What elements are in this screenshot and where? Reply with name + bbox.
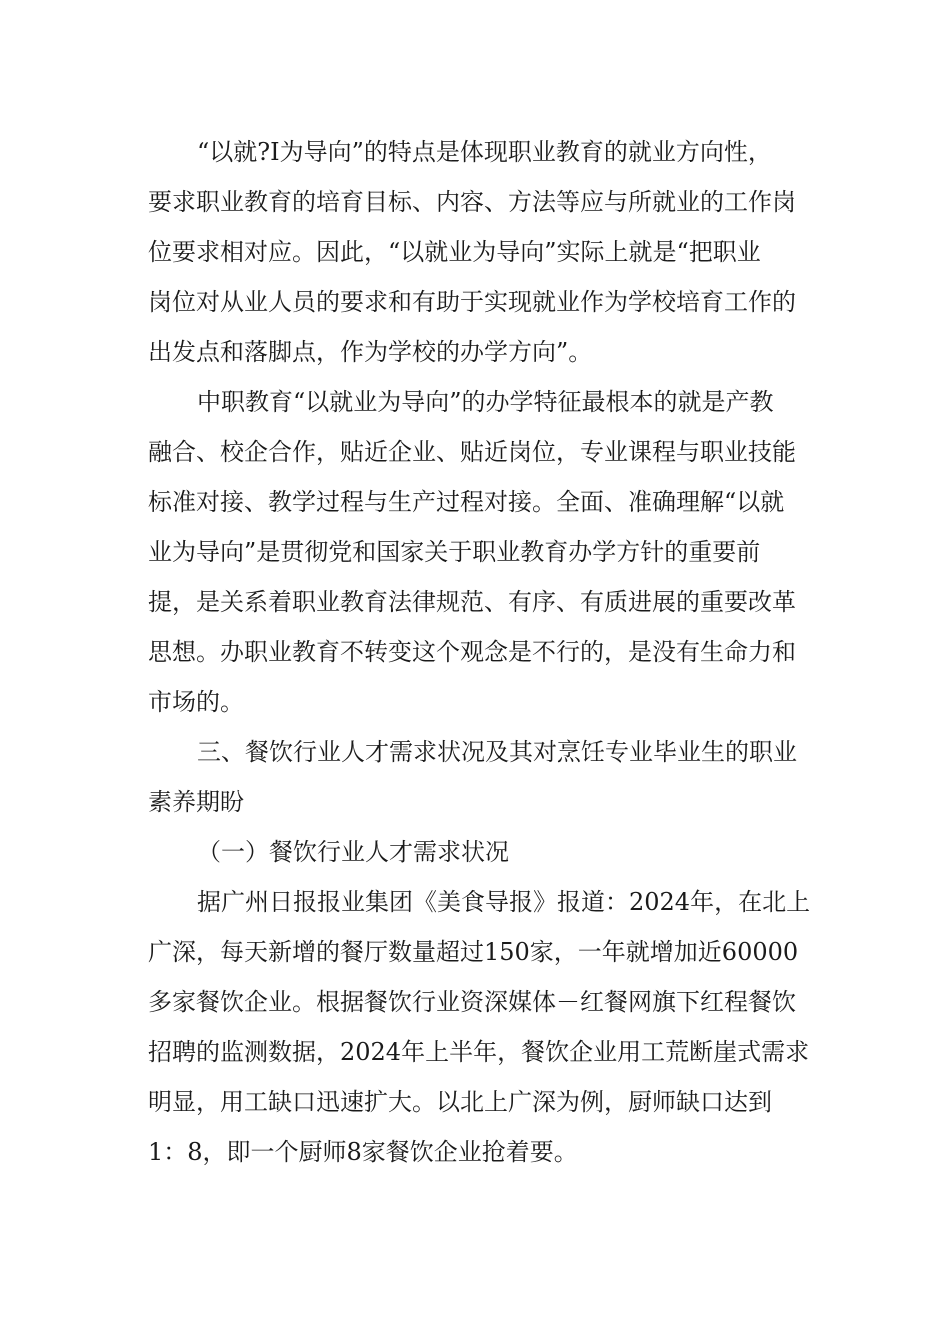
section-heading-line-1: 三、餐饮行业人才需求状况及其对烹饪专业毕业生的职业 [197,738,797,766]
paragraph-1-line-3: 位要求相对应。因此，“以就业为导向”实际上就是“把职业 [148,238,761,266]
paragraph-1-line-2: 要求职业教育的培育目标、内容、方法等应与所就业的工作岗 [148,188,796,216]
paragraph-3-line-2: 广深，每天新增的餐厅数量超过150家，一年就增加近60000 [148,938,799,966]
paragraph-2-line-4: 业为导向”是贯彻党和国家关于职业教育办学方针的重要前 [148,538,761,566]
section-heading-line-2: 素养期盼 [148,788,244,816]
paragraph-3-line-3: 多家餐饮企业。根据餐饮行业资深媒体－红餐网旗下红程餐饮 [148,988,796,1016]
paragraph-1-line-1: “以就?I为导向”的特点是体现职业教育的就业方向性， [197,138,772,166]
paragraph-3-line-5: 明显，用工缺口迅速扩大。以北上广深为例，厨师缺口达到 [148,1088,772,1116]
paragraph-2-line-1: 中职教育“以就业为导向”的办学特征最根本的就是产教 [197,388,774,416]
paragraph-2-line-3: 标准对接、教学过程与生产过程对接。全面、准确理解“以就 [148,488,785,516]
paragraph-2-line-7: 市场的。 [148,688,244,716]
paragraph-3-line-1: 据广州日报报业集团《美食导报》报道：2024年，在北上 [197,888,811,916]
paragraph-3-line-4: 招聘的监测数据，2024年上半年，餐饮企业用工荒断崖式需求 [148,1038,810,1066]
paragraph-2-line-5: 提，是关系着职业教育法律规范、有序、有质进展的重要改革 [148,588,796,616]
paragraph-3-line-6: 1：8，即一个厨师8家餐饮企业抢着要。 [148,1138,578,1166]
paragraph-2-line-2: 融合、校企合作，贴近企业、贴近岗位，专业课程与职业技能 [148,438,796,466]
subsection-heading: （一）餐饮行业人才需求状况 [197,838,509,866]
paragraph-2-line-6: 思想。办职业教育不转变这个观念是不行的，是没有生命力和 [148,638,796,666]
paragraph-1-line-5: 出发点和落脚点，作为学校的办学方向”。 [148,338,593,366]
paragraph-1-line-4: 岗位对从业人员的要求和有助于实现就业作为学校培育工作的 [148,288,796,316]
